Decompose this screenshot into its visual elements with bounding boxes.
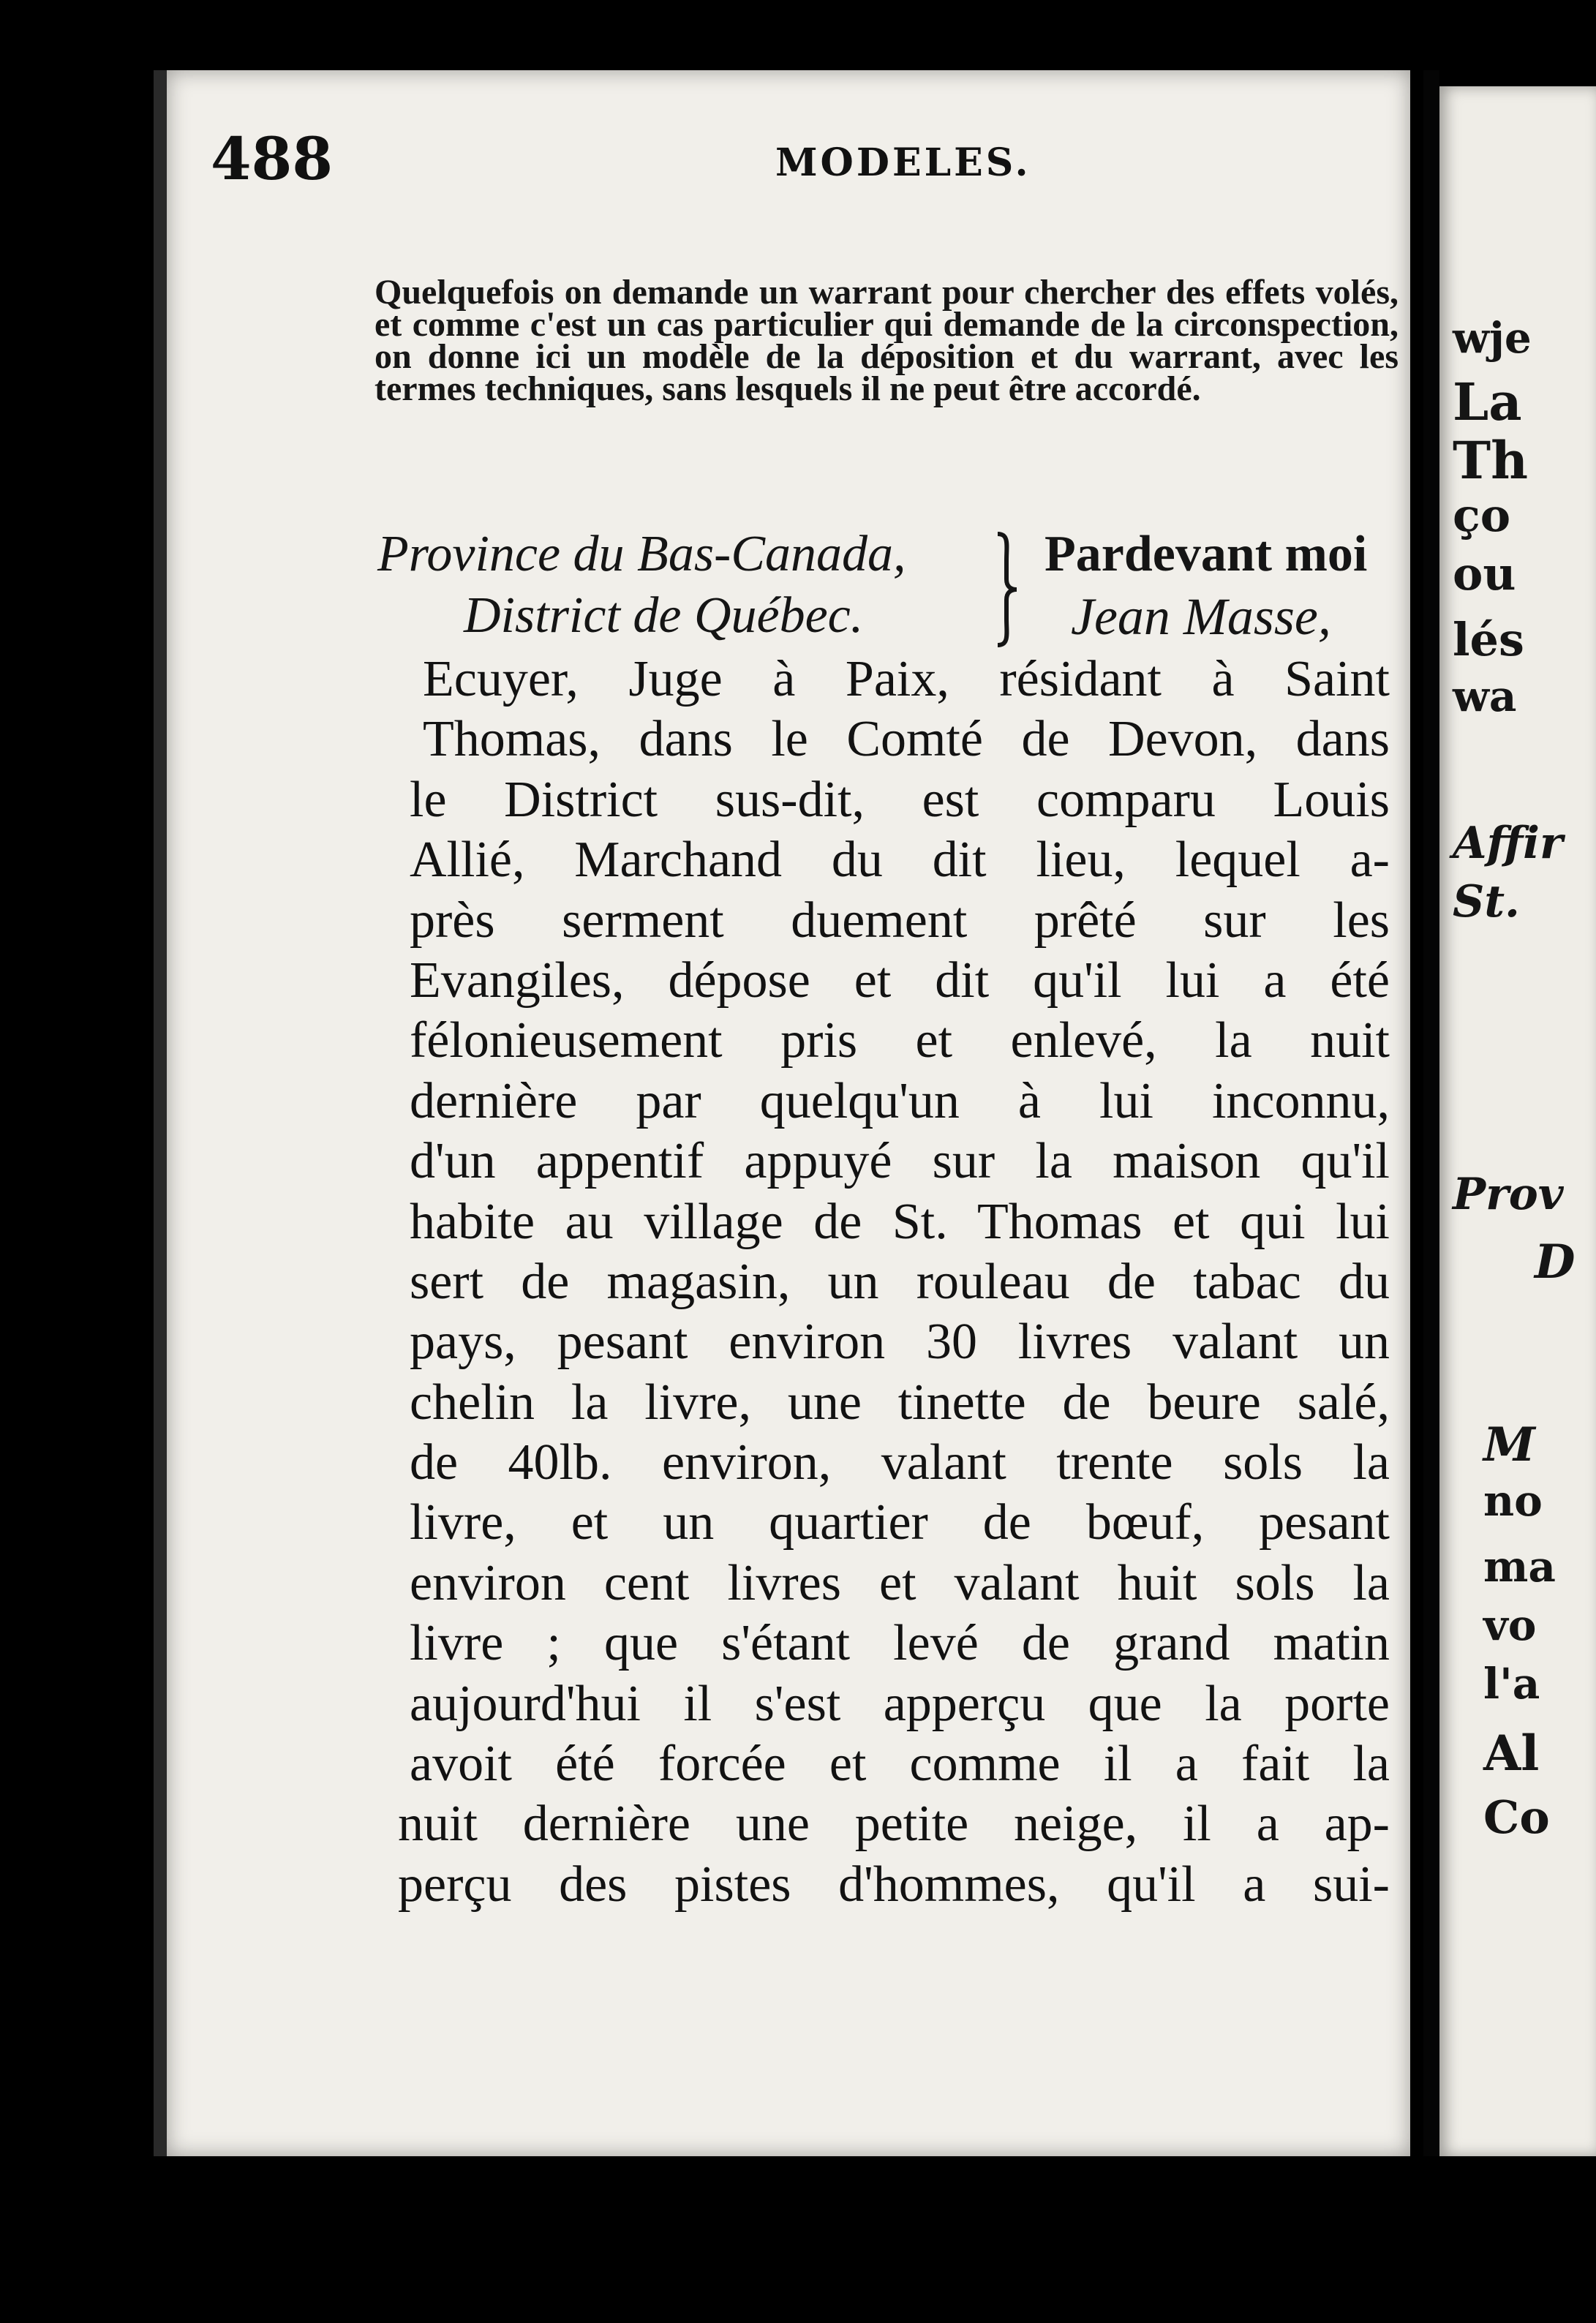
body-line: félonieusement pris et enlevé, la nuit [410, 1012, 1390, 1069]
body-line: d'un appentif appuyé sur la maison qu'il [410, 1133, 1390, 1190]
running-head: MODELES. [775, 140, 1031, 185]
body-line: livre ; que s'étant levé de grand matin [410, 1615, 1390, 1672]
body-line: de 40lb. environ, valant trente sols la [410, 1434, 1390, 1491]
curly-brace-icon [992, 531, 1021, 648]
body-line: le District sus-dit, est comparu Louis [410, 771, 1390, 828]
facing-page-word: wje [1453, 313, 1532, 363]
body-line: dernière par quelqu'un à lui inconnu, [410, 1072, 1390, 1129]
body-line: pays, pesant environ 30 livres valant un [410, 1314, 1390, 1371]
intro-paragraph [374, 273, 1399, 408]
body-line: Allié, Marchand du dit lieu, lequel a- [410, 832, 1390, 889]
facing-page-word: lés [1453, 613, 1524, 666]
body-line: nuit dernière une petite neige, il a ap- [398, 1796, 1390, 1853]
body-line: Thomas, dans le Comté de Devon, dans [423, 711, 1390, 768]
body-line: Evangiles, dépose et dit qu'il lui a été [410, 952, 1390, 1009]
facing-page-word: l'a [1483, 1659, 1540, 1709]
facing-page-word: La [1453, 372, 1522, 432]
facing-page-word: vo [1483, 1600, 1537, 1650]
facing-page-word: Th [1453, 430, 1528, 491]
facing-page-fragment [1439, 86, 1596, 2156]
intro-text: Quelquefois on demande un warrant pour chercher des effets volés, et comme c'est un cas particulier qui demande de la circonspection, on donne ici un modèle de la déposition et du warrant, avec les termes techniques, sans lesquels il ne peut être accordé. [374, 273, 1399, 408]
body-line: livre, et un quartier de bœuf, pesant [410, 1494, 1390, 1551]
page-divider [1423, 70, 1439, 2156]
body-line: près serment duement prêté sur les [410, 892, 1390, 949]
facing-page-word: St. [1453, 876, 1520, 927]
facing-page-word: Co [1483, 1791, 1550, 1844]
body-line: environ cent livres et valant huit sols la [410, 1554, 1390, 1611]
body-line: avoit été forcée et comme il a fait la [410, 1736, 1390, 1793]
page-gutter-shadow [154, 70, 167, 2156]
justice-name: Jean Masse, [1071, 587, 1331, 646]
province-line: Province du Bas-Canada, [377, 526, 906, 582]
page-header [0, 124, 1596, 193]
pardevant-text: Pardevant moi [1044, 526, 1368, 582]
body-line: sert de magasin, un rouleau de tabac du [410, 1253, 1390, 1310]
facing-page-word: D [1535, 1235, 1576, 1289]
facing-page-word: Prov [1453, 1169, 1564, 1220]
facing-page-word: Affir [1453, 818, 1563, 869]
district-line: District de Québec. [464, 587, 864, 644]
body-line: habite au village de St. Thomas et qui lui [410, 1193, 1390, 1250]
body-line: aujourd'hui il s'est apperçu que la porte [410, 1675, 1390, 1732]
facing-page-word: ço [1453, 489, 1511, 542]
facing-page-word: M [1483, 1417, 1535, 1472]
facing-page-word: ma [1483, 1542, 1556, 1592]
facing-page-word: ou [1453, 547, 1516, 600]
body-line: chelin la livre, une tinette de beure salé, [410, 1374, 1390, 1431]
body-line: Ecuyer, Juge à Paix, résidant à Saint [423, 651, 1390, 707]
facing-page-word: Al [1483, 1725, 1540, 1782]
deposition-heading [377, 525, 1401, 657]
page-number: 488 [211, 124, 333, 193]
facing-page-word: wa [1453, 671, 1517, 721]
body-line: perçu des pistes d'hommes, qu'il a sui- [398, 1856, 1390, 1913]
facing-page-word: no [1483, 1476, 1543, 1526]
deposition-body [398, 650, 1390, 1915]
